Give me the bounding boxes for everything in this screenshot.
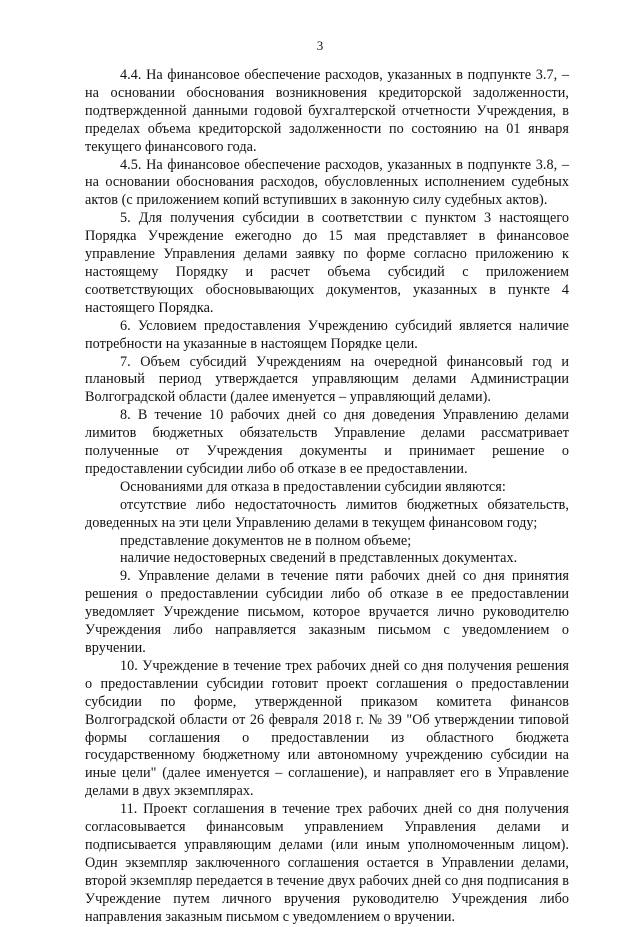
paragraph-4-4: 4.4. На финансовое обеспечение расходов, указанных в подпункте 3.7, – на основании обоснования возникновения кредиторской задолженности, подтвержденной данными годовой бухгалтерской отчетности Учреждения, в пределах объема кредиторской задолженности по состоянию на 01 января текущего финансового года. [85,67,569,155]
paragraph-10: 10. Учреждение в течение трех рабочих дней со дня получения решения о предоставлении субсидии готовит проект соглашения о предоставлении субсидии по форме, утвержденной приказом комитета финансов Волгоградской области от 26 февраля 2018 г. № 39 "Об утверждении типовой формы соглашения о предоставлении из областного бюджета государственному бюджетному или автономному учреждению субсидии на иные цели" (далее именуется – соглашение), и направляет его в Управление делами в двух экземплярах. [85,657,569,800]
paragraph-9: 9. Управление делами в течение пяти рабочих дней со дня принятия решения о предоставлении субсидии либо об отказе в ее предоставлении уведомляет Учреждение письмом, которое вручается лично руководителю Учреждения либо направляется заказным письмом с уведомлением о вручении. [85,568,569,656]
paragraph-6: 6. Условием предоставления Учреждению субсидий является наличие потребности на указанные в настоящем Порядке цели. [85,317,569,352]
refusal-ground-item: отсутствие либо недостаточность лимитов бюджетных обязательств, доведенных на эти цели Управлению делами в текущем финансовом году; [85,496,569,531]
paragraph-5: 5. Для получения субсидии в соответствии с пунктом 3 настоящего Порядка Учреждение ежегодно до 15 мая представляет в финансовое управление Управления делами заявку по форме согласно приложению к настоящему Порядку и расчет объема субсидий с приложением соответствующих обосновывающих документов, указанных в пункте 4 настоящего Порядка. [85,210,569,316]
paragraph-11: 11. Проект соглашения в течение трех рабочих дней со дня получения согласовывается финансовым управлением Управления делами и подписывается управляющим делами (или иным уполномоченным лицом). Один экземпляр заключенного соглашения остается в Управлении делами, второй экземпляр передается в течение двух рабочих дней со дня подписания в Учреждение путем личного вручения руководителю Учреждения либо направления заказным письмом с уведомлением о вручении. [85,801,569,925]
paragraph-7: 7. Объем субсидий Учреждениям на очередной финансовый год и плановый период утверждается управляющим делами Администрации Волгоградской области (далее именуется – управляющий делами). [85,353,569,406]
refusal-ground-item: наличие недостоверных сведений в представленных документах. [120,550,518,567]
refusal-ground-item: представление документов не в полном объеме; [120,532,412,549]
paragraph-4-5: 4.5. На финансовое обеспечение расходов, указанных в подпункте 3.8, – на основании обоснования расходов, обусловленных исполнением судебных актов (с приложением копий вступивших в законную силу судебных актов). [85,156,569,209]
paragraph-8: 8. В течение 10 рабочих дней со дня доведения Управлению делами лимитов бюджетных обязательств Управление делами рассматривает полученные от Учреждения документы и принимает решение о предоставлении субсидии либо об отказе в ее предоставлении. [85,407,569,477]
document-body [85,67,569,927]
page-number: 3 [316,38,324,53]
refusal-grounds-intro: Основаниями для отказа в предоставлении субсидии являются: [120,478,506,495]
